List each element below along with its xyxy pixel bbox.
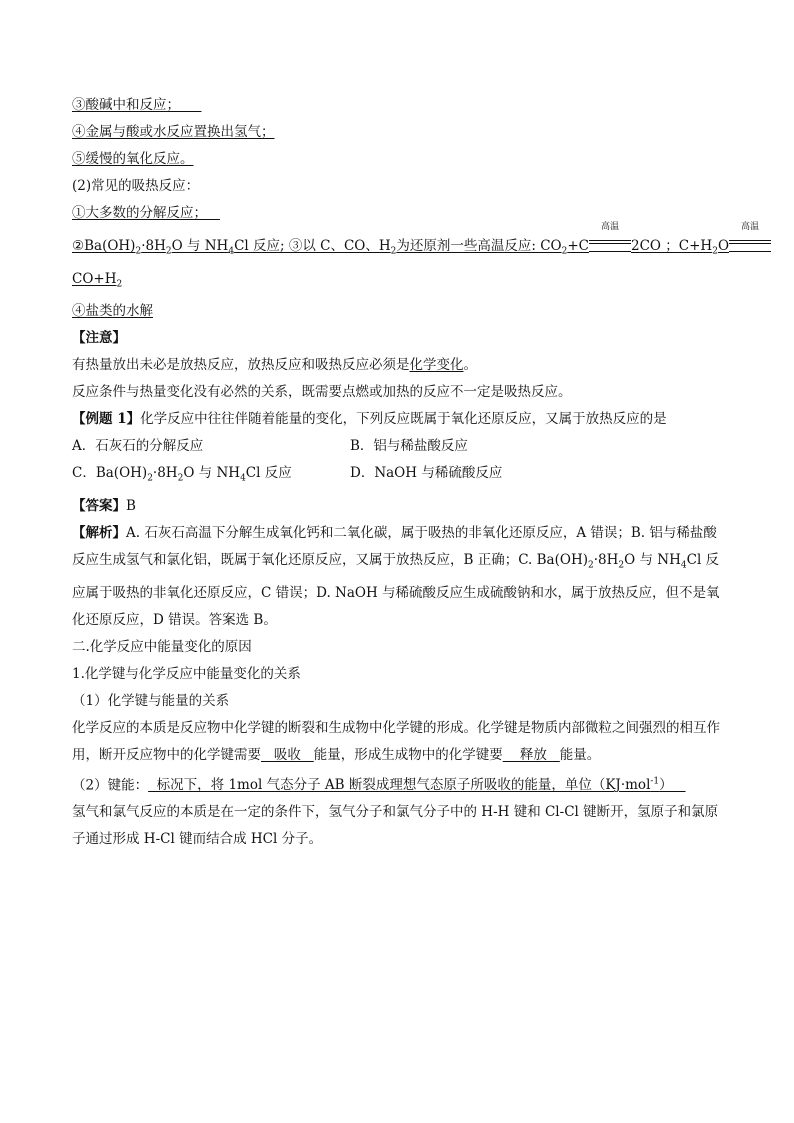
- option-c: C．$Ba(OH)_2\cdot 8H_2O$ 与 $NH_4Cl$ 反应: [72, 465, 292, 485]
- high-temp-condition: 高温: [729, 234, 771, 254]
- section-heading: 二.化学反应中能量变化的原因: [72, 638, 252, 655]
- answer-value: B: [126, 498, 136, 515]
- text-line: [72, 119, 722, 146]
- option-d: D．NaOH 与稀硫酸反应: [350, 465, 503, 482]
- answer-title: 【答案】: [72, 498, 126, 515]
- item-salt-hydrolysis: ④盐类的水解: [72, 303, 153, 320]
- text-line: （1）化学键与能量的关系: [72, 692, 230, 709]
- answer-release: 释放: [502, 746, 560, 763]
- high-temp-condition: 高温: [589, 234, 631, 254]
- text-line: [72, 92, 722, 119]
- item-decomposition: ①大多数的分解反应；: [72, 205, 207, 221]
- answer-absorb: 吸收: [261, 746, 314, 763]
- equation-line: $②Ba(OH)_2\cdot 8H_2O$ 与 $NH_4Cl$ 反应; ③以 C、CO、$H_2$为还原剂一些高温反应: $CO_2+C$ 高温 2CO ；$C+H_2O$ 高温: [72, 233, 722, 266]
- text-line: 反应条件与热量变化没有必然的关系，既需要点燃或加热的反应不一定是吸热反应。: [72, 384, 572, 401]
- bond-energy-paragraph: 化学反应的本质是反应物中化学键的断裂和生成物中化学键的形成。化学键是物质内部微粒之间强烈的相互作用，断开反应物中的化学键需要 吸收 能量，形成生成物中的化学键要 释放 能量。: [72, 719, 720, 763]
- text-line: [72, 325, 722, 352]
- h2-cl2-paragraph: 氢气和氯气反应的本质是在一定的条件下，氢气分子和氯气分子中的 H-H 键和 Cl-Cl 键断开，氢原子和氯原子通过形成 H-Cl 键而结合成 HCl 分子。: [72, 804, 719, 848]
- text-line: 有热量放出未必是放热反应，放热反应和吸热反应必须是化学变化。: [72, 357, 477, 374]
- example-title: 【例题 1】: [72, 411, 141, 428]
- option-a: A．石灰石的分解反应: [72, 438, 204, 455]
- option-b: B．铝与稀盐酸反应: [350, 438, 468, 455]
- text-line: [72, 146, 722, 173]
- text-line: [72, 266, 722, 299]
- note-title: 【注意】: [72, 330, 126, 347]
- item-slow-oxidation: ⑤缓慢的氧化反应。: [72, 151, 194, 167]
- equation-product: $CO+H_2$: [72, 270, 123, 290]
- text-line: [72, 493, 722, 520]
- text-line: [72, 173, 722, 200]
- answer-bond-energy-definition: 标况下，将 1mol 气态分子 AB 断裂成理想气态原子所吸收的能量，单位（KJ·mol$^{-1}$）: [148, 776, 686, 794]
- answer-chemical-change: 化学变化: [409, 357, 464, 374]
- subsection-heading: 1.化学键与化学反应中能量变化的关系: [72, 665, 301, 682]
- text-line: [72, 406, 722, 433]
- subheading-endothermic: (2)常见的吸热反应：: [72, 178, 200, 194]
- item-metal-acid: ④金属与酸或水反应置换出氢气；: [72, 124, 275, 140]
- example-question: 化学反应中往往伴随着能量的变化，下列反应既属于氧化还原反应，又属于放热反应的是: [140, 411, 667, 428]
- options-row: [72, 433, 722, 460]
- analysis-title: 【解析】: [72, 525, 126, 542]
- analysis-paragraph: 【解析】A. 石灰石高温下分解生成氧化钙和二氧化碳，属于吸热的非氧化还原反应，A 错误；B. 铝与稀盐酸反应生成氢气和氯化铝，既属于氧化还原反应，又属于放热反应，B 正确；C. $Ba(OH)_2\cdot 8H_2O$ 与 $NH_4Cl$ 反应属于吸热的非氧化还原反应，C 错误；D. NaOH 与稀硫酸反应生成硫酸钠和水，属于放热反应，但不是氧化还原反应，D 错误。答案选 B。: [72, 525, 720, 628]
- equation-text: $②Ba(OH)_2\cdot 8H_2O$ 与 $NH_4Cl$ 反应; ③以 C、CO、$H_2$为还原剂一些高温反应: $CO_2+C$: [72, 238, 590, 257]
- item-acid-base: ③酸碱中和反应；: [72, 97, 180, 113]
- text-line: [72, 298, 722, 325]
- options-row: [72, 460, 722, 493]
- text-line: （2）键能： 标况下，将 1mol 气态分子 AB 断裂成理想气态原子所吸收的能量，单位（KJ·mol$^{-1}$）: [72, 776, 686, 794]
- document-page: [72, 92, 760, 853]
